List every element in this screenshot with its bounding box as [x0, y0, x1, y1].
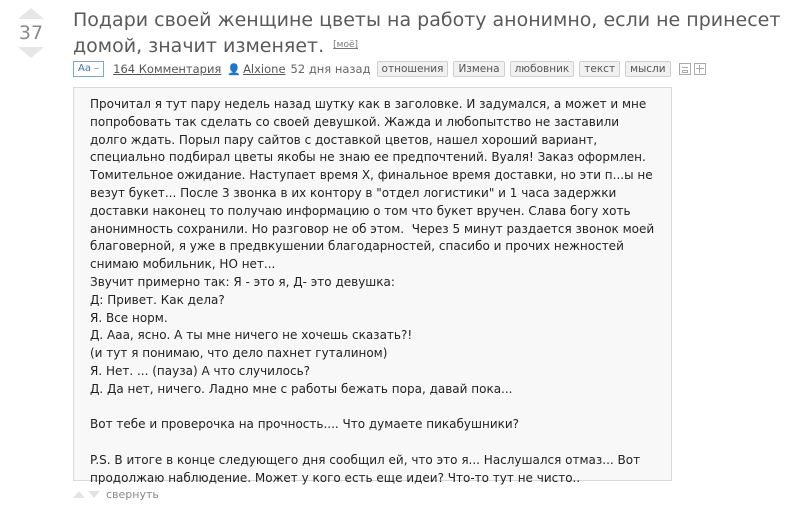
post-paragraph: Прочитал я тут пару недель назад шутку как в заголовке. И задумался, а может и мне попробовать так сделать со своей девушкой. Жажда и любопытство не заставили долго ждать. Порыл пару сайтов с доставкой цветов, нашел хороший вариант, специально подбирал цветы якобы не знаю ее предпочтений. Вуаля! Заказ оформлен. Томительное ожидание. Наступает время Х, финальное время доставки, но эти п...ы не везут букет... После 3 звонка в их контору в "отдел логистики" и 1 часа задержки доставки наконец то получаю информацию о том что букет вручен. Слава богу хоть анонимность сохранили. Но разговор не об этом. Через 5 минут раздается звонок моей благоверной, я уже в предвкушении благодарностей, спасибо и прочих нежностей снимаю мобильник, НО нет... Звучит примерно так: Я - это я, Д- это девушка: Д: Привет. Как дела? Я. Все норм. Д. Ааа, ясно. А ты мне ничего не хочешь сказать?! (и тут я понимаю, что дело пахнет гуталином) Я. Нет. ... (пауза) А что случилось? Д. Да нет, ничего. Ладно мне с работы бежать пора, давай пока...	[90, 97, 655, 396]
mine-label[interactable]: [моё]	[333, 40, 359, 50]
font-size-button[interactable]: Аа –	[73, 61, 104, 77]
rating-count: 37	[18, 22, 44, 44]
downvote-arrow-icon[interactable]	[18, 47, 44, 58]
post-time: 52 дня назад	[290, 62, 371, 76]
save-icon[interactable]	[679, 63, 691, 75]
post-meta	[73, 61, 706, 77]
tag[interactable]: текст	[579, 61, 620, 77]
user-icon: 👤	[227, 62, 242, 76]
post-title[interactable]	[73, 8, 801, 59]
post-paragraph: Вот тебе и проверочка на прочность.... Что думаете пикабушники?	[90, 417, 520, 432]
post-paragraph	[90, 434, 657, 452]
post-body	[73, 87, 672, 485]
vote-widget	[14, 8, 48, 58]
tag[interactable]: любовник	[510, 61, 575, 77]
post-title-text[interactable]: Подари своей женщине цветы на работу анонимно, если не принесет домой, значит изменяет.	[73, 9, 781, 57]
comments-link[interactable]: 164 Комментария	[113, 62, 222, 76]
mini-upvote-icon[interactable]	[73, 491, 85, 498]
post-footer	[73, 488, 159, 501]
tag[interactable]: отношения	[377, 61, 449, 77]
tag[interactable]: Измена	[453, 61, 504, 77]
plus-icon[interactable]	[694, 63, 706, 75]
collapse-link[interactable]: свернуть	[106, 488, 159, 501]
tag[interactable]: мысли	[625, 61, 671, 77]
mini-downvote-icon[interactable]	[88, 491, 100, 498]
post-paragraph: P.S. В итоге в конце следующего дня сообщил ей, что это я... Наслушался отмаз... Вот продолжаю наблюдение. Может у кого есть еще идеи? Что-то тут не чисто..	[90, 452, 644, 485]
post-paragraph	[90, 399, 657, 417]
author-link[interactable]: Alxione	[243, 62, 286, 76]
upvote-arrow-icon[interactable]	[18, 8, 44, 19]
